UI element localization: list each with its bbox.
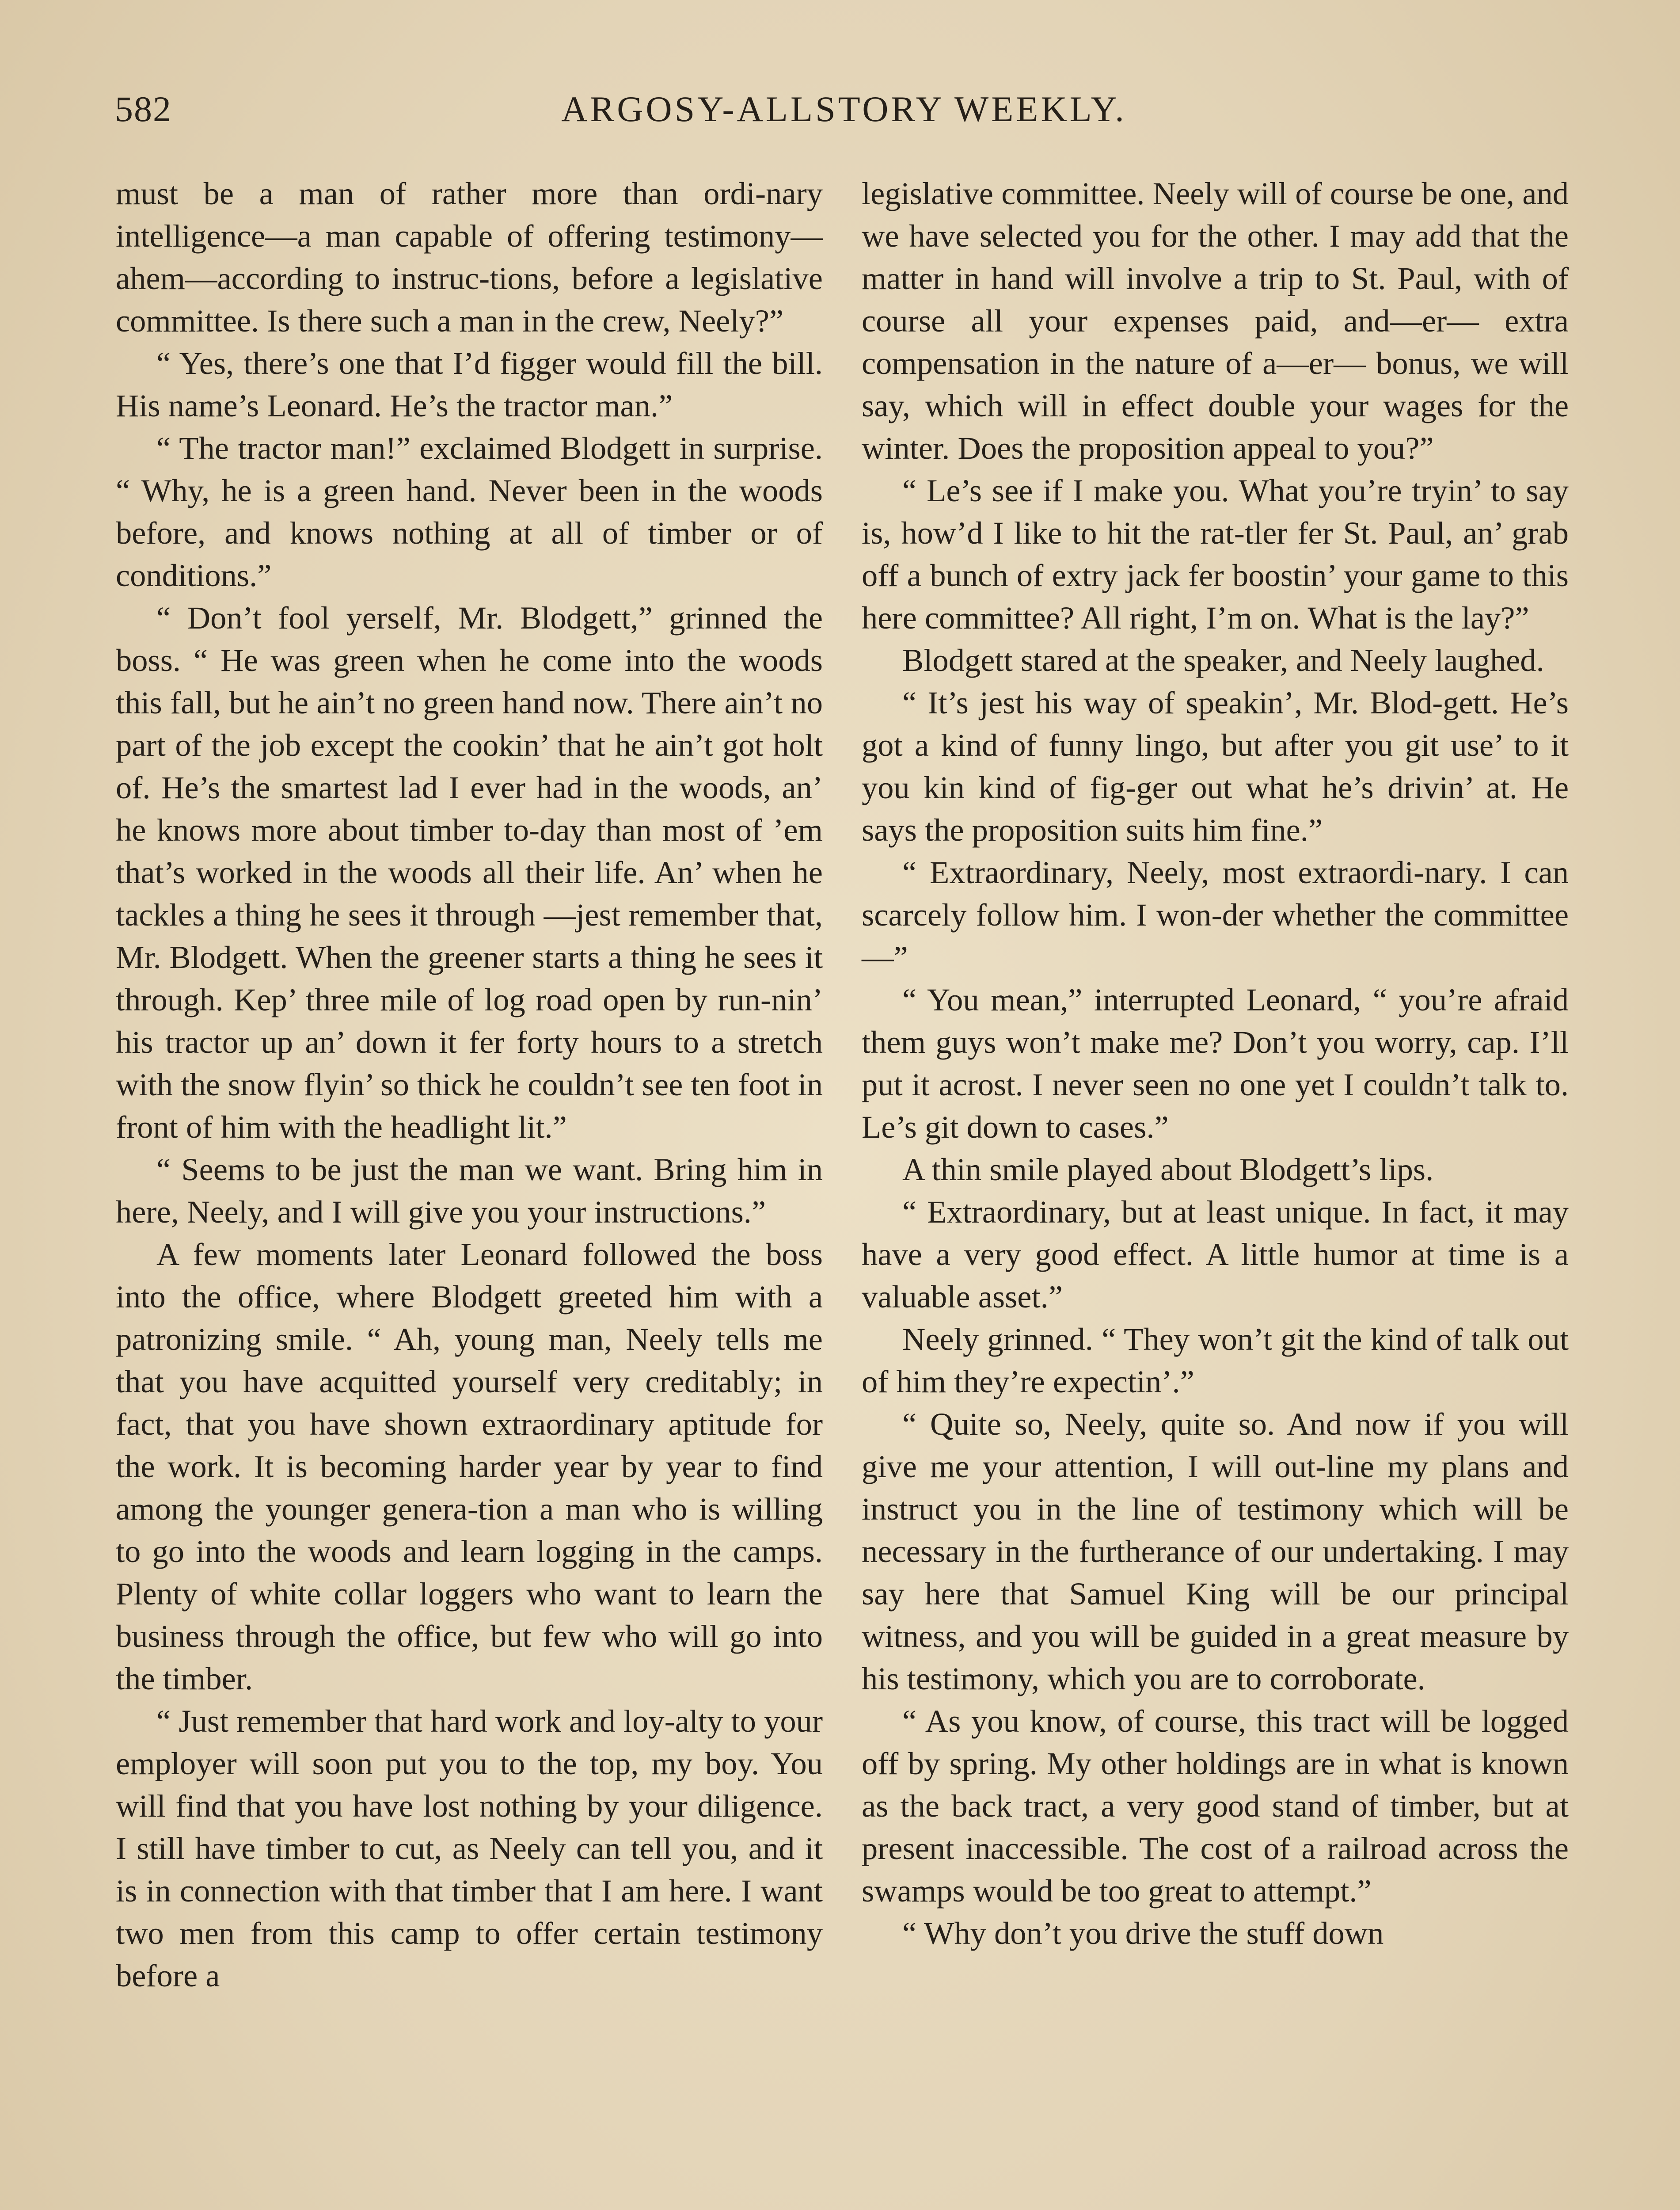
paragraph: “ Why don’t you drive the stuff down [902,1915,1384,1951]
paragraph: “ Quite so, Neely, quite so. And now if you will give me your attention, I will out-line my plans and instruct you in the line of testimony which will be necessary in the furtherance of our undertaking. I may say here that Samuel King will be our principal witness, and you will be guided in a great measure by his testimony, which you are to corroborate. [862,1406,1569,1696]
paragraph: “ You mean,” interrupted Leonard, “ you’re afraid them guys won’t make me? Don’t you worry, cap. I’ll put it acrost. I never seen no one yet I couldn’t talk to. Le’s git down to cases.” [862,982,1569,1145]
paragraph: “ Extraordinary, but at least unique. In fact, it may have a very good effect. A little humor at time is a valuable asset.” [862,1194,1569,1315]
paragraph: “ The tractor man!” exclaimed Blodgett in surprise. “ Why, he is a green hand. Never been in the woods before, and knows nothing at all of timber or of conditions.” [116,430,823,593]
paragraph: legislative committee. Neely will of course be one, and we have selected you for the other. I may add that the matter in hand will involve a trip to St. Paul, with of course all your expenses paid, and—er— extra compensation in the nature of a—er— bonus, we will say, which will in effect double your wages for the winter. Does the proposition appeal to you?” [862,175,1569,466]
paragraph: Neely grinned. “ They won’t git the kind of talk out of him they’re expectin’.” [862,1321,1569,1399]
paragraph: Blodgett stared at the speaker, and Neely laughed. [902,642,1544,678]
page-header [115,88,1573,150]
paragraph: “ Yes, there’s one that I’d figger would fill the bill. His name’s Leonard. He’s the tractor man.” [116,345,823,423]
paragraph: A few moments later Leonard followed the boss into the office, where Blodgett greeted him with a patronizing smile. “ Ah, young man, Neely tells me that you have acquitted yourself very creditably; in fact, that you have shown extraordinary aptitude for the work. It is becoming harder year by year to find among the younger genera-tion a man who is willing to go into the woods and learn logging in the camps. Plenty of white collar loggers who want to learn the business through the office, but few who will go into the timber. [116,1236,823,1696]
paragraph: “ Seems to be just the man we want. Bring him in here, Neely, and I will give you your instructions.” [116,1151,823,1230]
paragraph: “ Extraordinary, Neely, most extraordi-nary. I can scarcely follow him. I won-der whether the committee—” [862,854,1569,975]
left-column [116,172,823,1997]
running-head: ARGOSY-ALLSTORY WEEKLY. [561,89,1127,129]
paragraph: “ Don’t fool yerself, Mr. Blodgett,” grinned the boss. “ He was green when he come into the woods this fall, but he ain’t no green hand now. There ain’t no part of the job except the cookin’ that he ain’t got holt of. He’s the smartest lad I ever had in the woods, an’ he knows more about timber to-day than most of ’em that’s worked in the woods all their life. An’ when he tackles a thing he sees it through —jest remember that, Mr. Blodgett. When the greener starts a thing he sees it through. Kep’ three mile of log road open by run-nin’ his tractor up an’ down it fer forty hours to a stretch with the snow flyin’ so thick he couldn’t see ten foot in front of him with the headlight lit.” [116,600,823,1145]
paragraph: “ As you know, of course, this tract will be logged off by spring. My other holdings are in what is known as the back tract, a very good stand of timber, but at present inaccessible. The cost of a railroad across the swamps would be too great to attempt.” [862,1703,1569,1909]
paragraph: “ It’s jest his way of speakin’, Mr. Blod-gett. He’s got a kind of funny lingo, but after you git use’ to it you kin kind of fig-ger out what he’s drivin’ at. He says the proposition suits him fine.” [862,685,1569,848]
page-number: 582 [115,89,172,129]
paragraph: “ Le’s see if I make you. What you’re tryin’ to say is, how’d I like to hit the rat-tler fer St. Paul, an’ grab off a bunch of extry jack fer boostin’ your game to this here committee? All right, I’m on. What is the lay?” [862,472,1569,636]
paragraph: A thin smile played about Blodgett’s lips. [902,1151,1434,1187]
paragraph: “ Just remember that hard work and loy-alty to your employer will soon put you to the top, my boy. You will find that you have lost nothing by your diligence. I still have timber to cut, as Neely can tell you, and it is in connection with that timber that I am here. I want two men from this camp to offer certain testimony before a [116,1703,823,1993]
paragraph: must be a man of rather more than ordi-nary intelligence—a man capable of offering testimony—ahem—according to instruc-tions, before a legislative committee. Is there such a man in the crew, Neely?” [116,175,823,339]
right-column [862,172,1569,1955]
